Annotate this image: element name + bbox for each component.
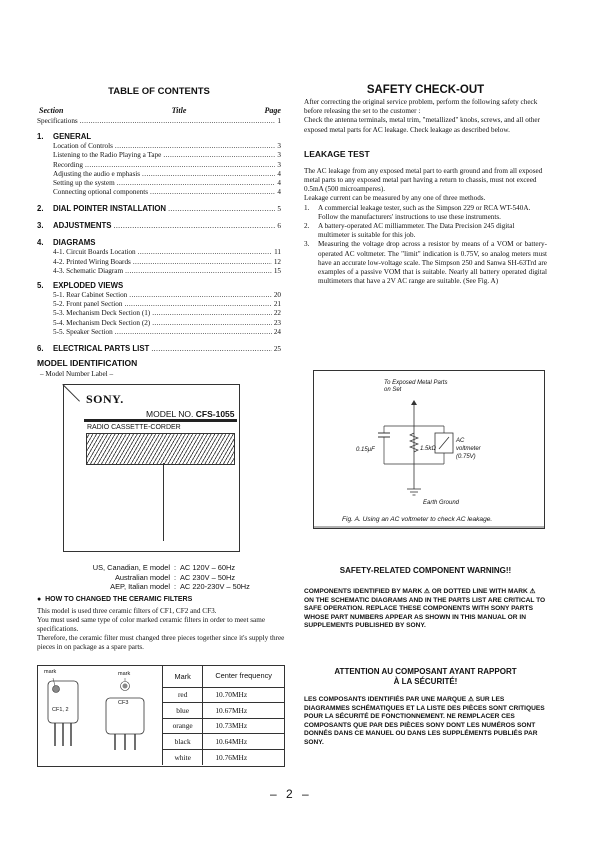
table-row: blue 10.67MHz: [163, 703, 285, 719]
method-1: 1. A commercial leakage tester, such as the Simpson 229 or RCA WT-540A. Follow the manufacturers' instructions to use these instruments.: [304, 203, 531, 221]
warning-fr-title: ATTENTION AU COMPOSANT AYANT RAPPORT À LA SÉCURITÉ!: [334, 667, 517, 686]
toc-item[interactable]: Adjusting the audio e mphasis ..... 4: [37, 170, 281, 179]
toc-header: [37, 106, 281, 115]
ceramic-para-3: Therefore, the ceramic filter must changed three pieces together since it's supply three pieces in on package as a spare parts.: [37, 634, 285, 652]
rating-plate-hatch: [86, 433, 235, 465]
warning-en-title: SAFETY-RELATED COMPONENT WARNING!!: [339, 566, 512, 575]
table-row: black 10.64MHz: [163, 734, 285, 750]
table-row: red 10.70MHz: [163, 687, 285, 703]
model-number-line: MODEL NO. CFS-1055: [146, 409, 235, 419]
fig-cf3-label: CF3: [118, 700, 129, 706]
ceramic-filter-figure: [37, 665, 285, 767]
toc-item[interactable]: 5-3. Mechanism Deck Section (1) ..... 22: [37, 309, 281, 318]
product-name: RADIO CASSETTE-CORDER: [87, 424, 181, 431]
table-head-freq: Center frequency: [203, 666, 284, 687]
rating-row: Australian model : AC 230V – 50Hz: [114, 572, 236, 582]
safety-para-1: After correcting the original service problem, perform the following safety check before releasing the set to the customer :: [304, 98, 538, 116]
toc-head-title: Title: [171, 106, 187, 115]
sony-logo: SONY.: [86, 392, 124, 406]
ratings-list: [70, 563, 250, 592]
toc-section-2[interactable]: 2. DIAL POINTER INSTALLATION ..... 5: [37, 204, 281, 214]
safety-warning-fr: [304, 667, 547, 748]
rating-row: AEP, Italian model : AC 220-230V – 50Hz: [110, 582, 250, 591]
toc-item-specifications[interactable]: Specifications ..... 1: [37, 117, 281, 126]
toc-item[interactable]: Setting up the system ..... 4: [37, 179, 281, 188]
table-row: white 10.76MHz: [163, 749, 285, 765]
ceramic-table: [162, 666, 284, 765]
ceramic-title: ● HOW TO CHANGED THE CERAMIC FILTERS: [37, 596, 193, 603]
fig-ground-label: Earth Ground: [423, 500, 460, 506]
safety-para-2: Check the antenna terminals, metal trim, "metallized" knobs, screws, and all other exposed metal parts for AC leakage. Check leakage as described below.: [304, 116, 540, 134]
table-head-mark: Mark: [163, 666, 203, 687]
toc-item[interactable]: Recording ..... 3: [37, 161, 281, 170]
toc-item[interactable]: 4-1. Circuit Boards Location ..... 11: [37, 248, 281, 257]
toc-section-5[interactable]: 5. EXPLODED VIEWS: [37, 281, 124, 291]
toc-item[interactable]: 4-3. Schematic Diagram ..... 15: [37, 267, 281, 276]
toc-head-section: Section: [39, 106, 64, 115]
ceramic-filter-drawing: [38, 666, 162, 766]
leakage-test-title: LEAKAGE TEST: [304, 148, 370, 159]
toc-section-3[interactable]: 3. ADJUSTMENTS ..... 6: [37, 221, 281, 231]
leakage-para-1: The AC leakage from any exposed metal part to earth ground and from all exposed metal parts to any exposed metal part having a return to chassis, must not exceed 0.5mA (500 microamperes).: [304, 166, 543, 194]
safety-checkout: [304, 84, 547, 286]
toc-item[interactable]: 5-5. Speaker Section ..... 24: [37, 328, 281, 337]
model-identification-title: MODEL IDENTIFICATION: [37, 358, 138, 368]
toc-section-6[interactable]: 6. ELECTRICAL PARTS LIST ..... 25: [37, 344, 281, 354]
method-3: 3. Measuring the voltage drop across a resistor by means of a VOM or battery-operated AC voltmeter. The "limit" indication is 0.75V, so analog meters must have an accurate low-voltage scale. The Simpson 250 and Sanwa SH-63Trd are examples of a passive VOM that is suitable. Nearly all battery operated digital multimeters that have a 2V AC range are suitable. (See Fig. A): [304, 240, 547, 286]
model-identification-subtitle: – Model Number Label –: [40, 370, 114, 378]
fig-a-box: [313, 370, 545, 529]
fig-cf12-label: CF1, 2: [52, 707, 69, 713]
label-rule: [84, 419, 237, 422]
toc-title: TABLE OF CONTENTS: [108, 86, 210, 97]
toc-item[interactable]: Location of Controls ..... 3: [37, 142, 281, 151]
fig-mark-label-1: mark: [44, 669, 57, 675]
toc-item[interactable]: Listening to the Radio Playing a Tape ..... 3: [37, 151, 281, 160]
fig-mark-label-2: mark: [118, 671, 131, 677]
safety-title: SAFETY CHECK-OUT: [366, 84, 485, 96]
warning-en-text: COMPONENTS IDENTIFIED BY MARK ⚠ OR DOTTED LINE WITH MARK ⚠ ON THE SCHEMATIC DIAGRAMS AND IN THE PARTS LIST ARE CRITICAL TO SAFE OPERATION. REPLACE THESE COMPONENTS WITH SONY PARTS WHOSE PART NUMBERS APPEAR AS SHOWN IN THIS MANUAL OR IN SUPPLEMENTS PUBLISHED BY SONY.: [304, 588, 546, 630]
toc-item[interactable]: Connecting optional components ..... 4: [37, 188, 281, 197]
fig-capacitor-label: 0.15µF: [356, 447, 375, 453]
fig-meter-label: AC voltmeter (0.75V): [456, 438, 481, 460]
toc-head-page: Page: [264, 106, 281, 115]
fig-top-label: To Exposed Metal Parts on Set: [384, 380, 448, 393]
leader-line: [163, 463, 164, 541]
toc-item[interactable]: 5-4. Mechanism Deck Section (2) ..... 23: [37, 319, 281, 328]
toc-item[interactable]: 4-2. Printed Wiring Boards ..... 12: [37, 258, 281, 267]
ceramic-filter-section: [37, 596, 287, 653]
warning-fr-text: LES COMPOSANTS IDENTIFIÉS PAR UNE MARQUE ⚠ SUR LES DIAGRAMMES SCHÉMATIQUES ET LA LISTE DES PIÈCES SONT CRITIQUES POUR LA SÉCURITÉ DE FONCTIONNEMENT. NE REMPLACER CES COMPOSANTS QUE PAR DES PIÈCES SONY DONT LES NUMÉROS SONT DONNÉS DANS CE MANUEL OU DANS LES SUPPLÉMENTS PUBLIÉS PAR SONY.: [304, 696, 545, 746]
page-number: – 2 –: [270, 787, 312, 801]
toc-section-1[interactable]: 1. GENERAL: [37, 132, 92, 142]
toc-item[interactable]: 5-2. Front panel Section ..... 21: [37, 300, 281, 309]
table-of-contents: [37, 86, 281, 354]
rating-row: US, Canadian, E model : AC 120V – 60Hz: [92, 563, 236, 572]
toc-section-4[interactable]: 4. DIAGRAMS: [37, 238, 96, 248]
method-2: 2. A battery-operated AC milliammeter. The Data Precision 245 digital multimeter is suitable for this job.: [304, 222, 515, 240]
table-row: orange 10.73MHz: [163, 718, 285, 734]
ceramic-para-2: You must used same type of color marked ceramic filters in order to meet same specifications.: [37, 615, 266, 633]
ceramic-para-1: This model is used three ceramic filters of CF1, CF2 and CF3.: [37, 606, 217, 615]
fig-a-caption: Fig. A. Using an AC voltmeter to check AC leakage.: [342, 516, 493, 523]
safety-warning-en: [304, 566, 547, 631]
leakage-para-2: Leakage current can be measured by any one of three methods.: [304, 194, 486, 203]
toc-item[interactable]: 5-1. Rear Cabinet Section ..... 20: [37, 291, 281, 300]
fig-resistor-label: 1.5kΩ: [420, 446, 436, 452]
